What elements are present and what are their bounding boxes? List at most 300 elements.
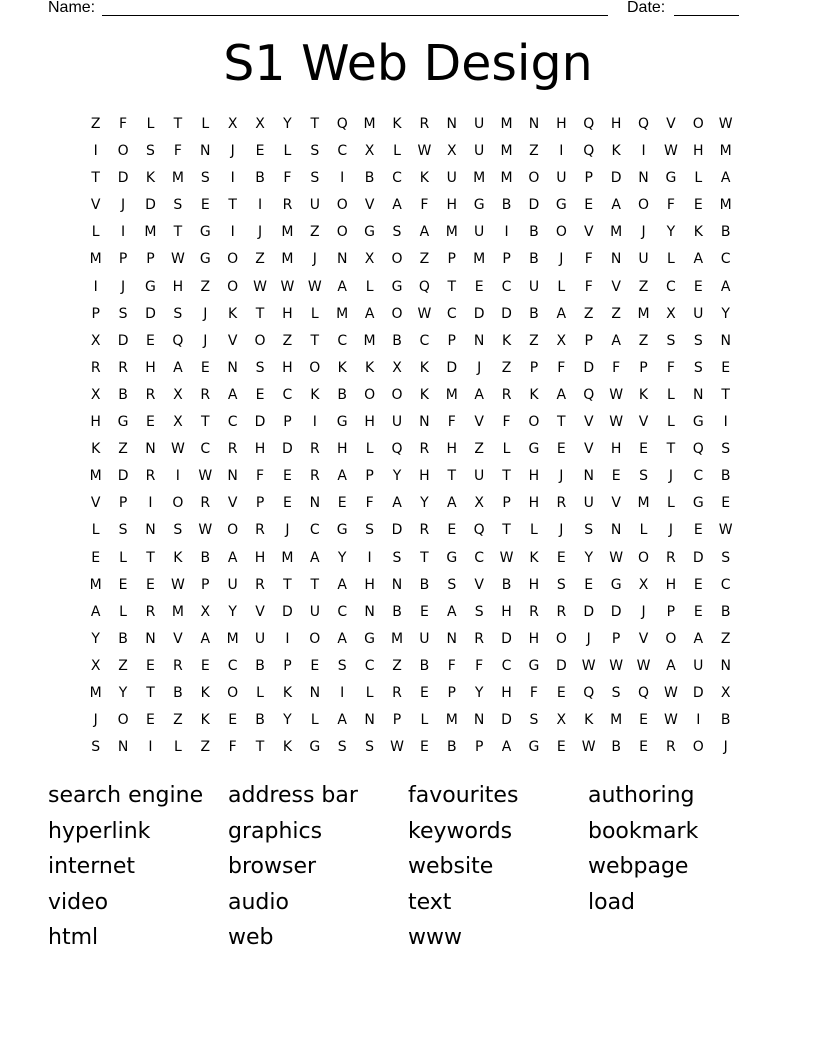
grid-letter: L (91, 522, 100, 539)
grid-letter: R (419, 522, 430, 539)
grid-letter: D (610, 603, 622, 620)
grid-letter: H (528, 495, 540, 512)
grid-letter: N (309, 684, 321, 701)
grid-letter: Z (638, 278, 649, 295)
grid-letter: A (611, 197, 621, 214)
grid-letter: R (255, 576, 265, 593)
grid-letter: M (171, 170, 184, 187)
grid-letter: O (117, 143, 129, 160)
grid-letter: Y (337, 549, 347, 566)
grid-letter: C (282, 386, 293, 403)
name-blank-line (102, 15, 608, 16)
grid-letter: E (419, 603, 429, 620)
grid-letter: H (90, 414, 101, 431)
grid-letter: D (254, 414, 266, 431)
grid-letter: S (666, 332, 676, 349)
grid-letter: O (117, 712, 129, 729)
grid-letter: B (337, 386, 348, 403)
grid-row (82, 412, 742, 439)
grid-letter: F (584, 251, 593, 268)
grid-letter: F (228, 739, 237, 756)
grid-letter: V (474, 414, 484, 431)
grid-letter: Y (392, 468, 402, 485)
grid-letter: M (473, 251, 486, 268)
grid-letter: K (200, 712, 210, 729)
grid-letter: A (337, 630, 347, 647)
grid-letter: Z (638, 332, 649, 349)
grid-letter: T (173, 116, 183, 132)
grid-row (82, 710, 742, 737)
grid-letter: S (556, 576, 566, 593)
grid-letter: Y (420, 495, 429, 512)
grid-letter: D (610, 170, 622, 187)
grid-letter: E (146, 657, 155, 674)
grid-letter: P (392, 712, 402, 729)
grid-letter: C (337, 603, 348, 620)
grid-letter: K (310, 386, 320, 403)
grid-letter: D (692, 684, 704, 701)
grid-letter: E (419, 684, 429, 701)
grid-letter: F (420, 197, 429, 214)
grid-row (82, 520, 742, 547)
word-bank-item: hyperlink (48, 818, 151, 844)
grid-letter: A (90, 603, 101, 620)
grid-letter: G (528, 739, 540, 756)
grid-letter: B (720, 603, 731, 620)
grid-letter: P (283, 657, 292, 674)
grid-letter: W (718, 116, 733, 132)
grid-letter: P (283, 414, 292, 431)
word-bank-item: internet (48, 854, 135, 880)
grid-letter: Z (282, 332, 293, 349)
grid-letter: Y (721, 305, 730, 322)
grid-letter: P (91, 305, 100, 322)
word-bank-item: address bar (228, 783, 358, 808)
word-bank-item: keywords (408, 818, 513, 844)
grid-letter: E (337, 495, 347, 512)
grid-letter: N (364, 603, 375, 620)
grid-letter: D (583, 359, 595, 376)
grid-letter: O (309, 359, 321, 376)
grid-letter: W (609, 549, 624, 566)
grid-letter: E (584, 576, 594, 593)
grid-letter: G (364, 630, 376, 647)
grid-letter: O (309, 630, 321, 647)
grid-letter: P (146, 251, 155, 268)
grid-letter: J (285, 522, 290, 539)
grid-letter: E (584, 197, 594, 214)
grid-letter: P (584, 170, 593, 187)
grid-letter: M (363, 116, 376, 132)
grid-letter: S (639, 468, 648, 485)
grid-letter: C (392, 170, 402, 187)
grid-letter: G (692, 495, 704, 512)
grid-letter: V (583, 224, 594, 241)
grid-letter: S (392, 224, 402, 241)
grid-letter: E (200, 359, 210, 376)
grid-letter: Z (583, 305, 594, 322)
grid-letter: B (529, 305, 539, 322)
grid-letter: O (227, 251, 239, 268)
grid-letter: X (173, 386, 183, 403)
grid-letter: D (583, 603, 595, 620)
grid-letter: Q (637, 684, 650, 701)
grid-letter: J (641, 224, 646, 241)
grid-letter: C (501, 278, 512, 295)
grid-letter: H (528, 576, 540, 593)
grid-letter: F (557, 359, 566, 376)
grid-letter: A (446, 495, 457, 512)
grid-letter: G (364, 224, 376, 241)
grid-letter: D (282, 441, 293, 458)
grid-row (82, 737, 742, 764)
grid-letter: J (93, 712, 98, 729)
grid-letter: A (364, 305, 375, 322)
grid-letter: F (502, 414, 511, 431)
grid-letter: M (281, 251, 294, 268)
grid-letter: B (173, 684, 183, 701)
grid-letter: Z (200, 739, 211, 756)
grid-letter: H (419, 468, 430, 485)
grid-letter: E (200, 197, 210, 214)
grid-letter: H (364, 576, 375, 593)
grid-letter: E (693, 278, 703, 295)
grid-letter: S (146, 143, 155, 160)
grid-letter: J (559, 468, 564, 485)
grid-letter: R (118, 359, 128, 376)
grid-letter: H (364, 414, 375, 431)
grid-letter: B (720, 468, 731, 485)
grid-letter: Y (283, 116, 292, 132)
grid-letter: N (309, 495, 321, 512)
grid-letter: V (666, 116, 676, 132)
grid-letter: A (693, 251, 704, 268)
grid-letter: G (555, 197, 567, 214)
grid-letter: M (281, 224, 294, 241)
grid-letter: V (90, 197, 101, 214)
grid-row (82, 304, 742, 331)
grid-letter: K (611, 143, 621, 160)
grid-letter: H (610, 441, 622, 458)
grid-letter: N (117, 739, 129, 756)
grid-letter: Y (584, 549, 593, 566)
grid-letter: A (337, 576, 347, 593)
grid-letter: O (227, 522, 239, 539)
grid-letter: N (610, 251, 622, 268)
grid-letter: E (639, 739, 648, 756)
grid-letter: U (693, 305, 704, 322)
grid-letter: A (392, 197, 402, 214)
grid-letter: S (173, 522, 183, 539)
grid-letter: Q (473, 522, 485, 539)
grid-letter: W (581, 657, 596, 674)
grid-letter: O (692, 739, 704, 756)
grid-letter: E (721, 495, 731, 512)
grid-letter: U (474, 143, 485, 160)
grid-letter: E (693, 603, 703, 620)
grid-letter: A (419, 224, 430, 241)
grid-letter: S (310, 143, 320, 160)
grid-letter: M (610, 224, 623, 241)
grid-letter: E (419, 739, 429, 756)
word-bank-item: html (48, 925, 99, 951)
grid-letter: R (666, 549, 676, 566)
grid-letter: V (90, 495, 101, 512)
grid-letter: L (530, 522, 538, 539)
grid-row (82, 358, 742, 385)
grid-letter: E (310, 657, 320, 674)
grid-letter: T (200, 414, 210, 431)
grid-letter: L (393, 143, 401, 160)
grid-row (82, 602, 742, 629)
grid-letter: M (281, 549, 294, 566)
grid-letter: E (255, 143, 265, 160)
grid-letter: I (696, 712, 701, 729)
grid-letter: B (501, 197, 512, 214)
grid-letter: T (310, 576, 320, 593)
grid-letter: L (119, 603, 127, 620)
grid-letter: G (610, 576, 622, 593)
grid-letter: I (93, 278, 98, 295)
grid-letter: E (255, 386, 265, 403)
grid-letter: M (363, 332, 376, 349)
grid-letter: L (694, 170, 703, 187)
grid-letter: G (665, 170, 677, 187)
grid-letter: B (529, 224, 539, 241)
grid-letter: P (118, 495, 128, 512)
grid-letter: Z (118, 441, 128, 458)
grid-letter: N (419, 414, 430, 431)
grid-letter: O (391, 386, 403, 403)
grid-letter: I (148, 739, 153, 756)
grid-letter: W (198, 468, 213, 485)
grid-letter: M (445, 712, 458, 729)
grid-letter: J (121, 278, 126, 295)
grid-letter: I (148, 495, 153, 512)
grid-letter: S (118, 522, 128, 539)
grid-letter: L (365, 441, 374, 458)
grid-letter: R (255, 522, 265, 539)
grid-letter: R (556, 495, 567, 512)
grid-letter: L (365, 278, 374, 295)
grid-letter: T (447, 468, 457, 485)
grid-letter: D (528, 197, 540, 214)
grid-letter: S (255, 359, 265, 376)
grid-letter: U (474, 116, 485, 132)
grid-letter: M (500, 143, 513, 160)
grid-letter: A (666, 657, 676, 674)
grid-letter: L (201, 116, 210, 132)
grid-letter: M (610, 712, 623, 729)
grid-letter: D (473, 305, 485, 322)
grid-letter: N (145, 630, 156, 647)
grid-letter: S (693, 332, 703, 349)
grid-letter: L (639, 522, 648, 539)
grid-letter: U (254, 630, 266, 647)
grid-letter: W (663, 712, 678, 729)
grid-letter: I (121, 224, 126, 241)
word-bank-item: web (228, 925, 274, 951)
grid-letter: R (145, 468, 156, 485)
grid-letter: E (200, 657, 210, 674)
grid-letter: Z (611, 305, 621, 322)
grid-letter: C (474, 549, 485, 566)
word-bank-item: authoring (588, 783, 695, 808)
grid-letter: L (310, 712, 319, 729)
grid-letter: N (720, 657, 731, 674)
grid-letter: P (611, 630, 621, 647)
grid-letter: Z (200, 278, 211, 295)
grid-row (82, 114, 742, 141)
grid-letter: L (310, 305, 319, 322)
grid-letter: N (391, 576, 403, 593)
grid-letter: O (227, 278, 239, 295)
grid-letter: W (198, 522, 213, 539)
grid-letter: Q (583, 116, 595, 132)
grid-letter: E (228, 712, 238, 729)
grid-letter: H (556, 116, 567, 132)
grid-letter: O (391, 305, 403, 322)
grid-letter: M (144, 224, 157, 241)
grid-letter: O (665, 630, 677, 647)
word-bank-item: favourites (408, 783, 519, 808)
grid-letter: E (693, 197, 703, 214)
grid-letter: L (119, 549, 127, 566)
grid-letter: N (693, 386, 704, 403)
grid-letter: R (309, 441, 320, 458)
grid-letter: U (638, 251, 649, 268)
grid-letter: X (200, 603, 211, 620)
grid-letter: T (283, 576, 292, 593)
grid-letter: Z (529, 143, 539, 160)
grid-letter: V (474, 576, 484, 593)
grid-letter: T (420, 549, 429, 566)
grid-letter: R (173, 657, 183, 674)
grid-letter: T (146, 684, 155, 701)
grid-letter: L (173, 739, 182, 756)
grid-letter: E (146, 332, 155, 349)
grid-letter: O (692, 116, 704, 132)
grid-letter: P (365, 468, 374, 485)
grid-letter: N (227, 468, 238, 485)
grid-letter: Z (118, 657, 128, 674)
name-label: Name: (48, 0, 96, 16)
grid-letter: D (692, 549, 704, 566)
word-bank-item: text (408, 889, 452, 915)
grid-letter: S (392, 549, 402, 566)
grid-letter: M (89, 468, 102, 485)
grid-letter: T (255, 739, 265, 756)
grid-letter: M (719, 143, 732, 160)
grid-letter: R (501, 386, 512, 403)
grid-letter: N (473, 332, 485, 349)
grid-letter: H (501, 603, 512, 620)
grid-letter: K (365, 359, 375, 376)
grid-letter: N (200, 143, 211, 160)
grid-letter: G (528, 441, 540, 458)
grid-letter: C (693, 468, 704, 485)
grid-letter: P (447, 251, 456, 268)
grid-letter: H (528, 468, 540, 485)
grid-letter: V (227, 332, 238, 349)
grid-letter: S (91, 739, 101, 756)
grid-letter: S (365, 739, 375, 756)
grid-letter: V (173, 630, 183, 647)
grid-letter: A (556, 386, 567, 403)
grid-letter: V (638, 630, 649, 647)
grid-letter: Q (583, 143, 595, 160)
grid-letter: F (119, 116, 128, 132)
grid-letter: V (611, 495, 621, 512)
grid-letter: F (365, 495, 374, 512)
grid-letter: U (693, 657, 704, 674)
grid-letter: Y (91, 630, 100, 647)
grid-letter: U (446, 170, 457, 187)
grid-letter: H (446, 197, 458, 214)
grid-letter: D (391, 522, 403, 539)
grid-letter: M (637, 305, 650, 322)
grid-letter: M (445, 386, 458, 403)
word-bank-item: graphics (228, 818, 323, 844)
grid-letter: W (581, 739, 596, 756)
grid-letter: W (280, 278, 295, 295)
grid-letter: F (475, 657, 484, 674)
grid-letter: Z (310, 224, 320, 241)
grid-letter: A (501, 739, 512, 756)
grid-letter: Q (172, 332, 184, 349)
grid-letter: A (337, 712, 347, 729)
grid-letter: R (474, 630, 485, 647)
grid-letter: I (257, 197, 263, 214)
grid-letter: P (255, 495, 265, 512)
grid-letter: B (446, 739, 457, 756)
grid-letter: C (227, 414, 238, 431)
grid-letter: S (337, 739, 347, 756)
grid-letter: G (692, 414, 704, 431)
grid-letter: P (201, 576, 210, 593)
grid-row (82, 575, 742, 602)
grid-letter: T (173, 224, 183, 241)
grid-letter: J (668, 522, 673, 539)
grid-letter: J (559, 522, 564, 539)
grid-letter: A (693, 630, 704, 647)
grid-letter: N (720, 332, 731, 349)
grid-letter: R (145, 603, 156, 620)
word-bank-item: load (588, 889, 636, 915)
grid-letter: T (447, 278, 457, 295)
grid-letter: X (173, 414, 183, 431)
grid-letter: X (720, 684, 731, 701)
grid-letter: P (474, 739, 484, 756)
grid-letter: P (118, 251, 128, 268)
grid-letter: G (528, 657, 540, 674)
grid-letter: I (367, 549, 372, 566)
grid-letter: X (255, 116, 265, 132)
grid-letter: E (639, 712, 648, 729)
grid-letter: K (282, 684, 293, 701)
grid-letter: S (721, 441, 731, 458)
grid-letter: E (721, 359, 731, 376)
grid-letter: N (610, 522, 622, 539)
grid-letter: E (611, 468, 621, 485)
word-bank-item: browser (228, 854, 317, 880)
grid-letter: H (693, 143, 704, 160)
grid-letter: K (638, 386, 649, 403)
grid-letter: A (446, 603, 457, 620)
grid-letter: U (474, 224, 485, 241)
grid-letter: B (419, 657, 430, 674)
grid-letter: L (666, 386, 675, 403)
